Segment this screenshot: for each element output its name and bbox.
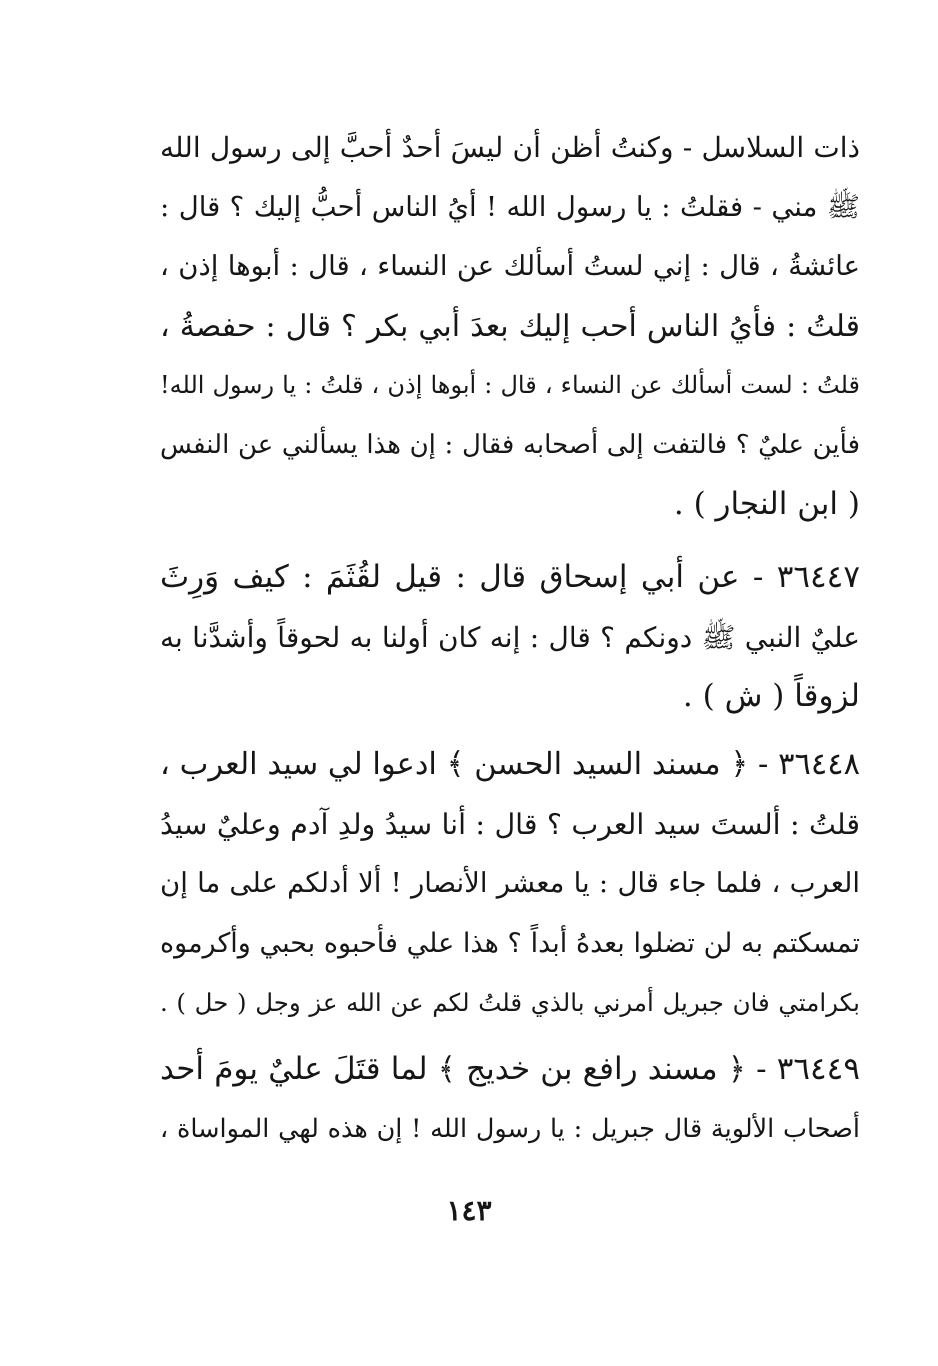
text-line: بكرامتي فان جبريل أمرني بالذي قلتُ لكم عن الله عز وجل ( حل ) . <box>160 988 860 1017</box>
text-line: قلتُ : ألستَ سيد العرب ؟ قال : أنا سيدُ ولدِ آدم وعليٌ سيدُ <box>160 807 860 841</box>
text-line: عائشةُ ، قال : إني لستُ أسألك عن النساء ، قال : أبوها إذن ، <box>160 250 860 282</box>
text-line: فأين عليٌ ؟ فالتفت إلى أصحابه فقال : إن هذا يسألني عن النفس <box>160 429 860 460</box>
text-line: ﷺ مني - فقلتُ : يا رسول الله ! أيُ الناس أحبُّ إليك ؟ قال : <box>160 190 860 223</box>
paragraph-2 <box>160 548 860 727</box>
text-line: تمسكتم به لن تضلوا بعدهُ أبداً ؟ هذا علي فأحبوه بحبي وأكرموه <box>160 927 860 959</box>
text-line: ذات السلاسل - وكنتُ أظن أن ليسَ أحدٌ أحبَّ إلى رسول الله <box>160 131 860 164</box>
text-line: لزوقاً ( ش ) . <box>682 678 860 714</box>
paragraph-4 <box>160 1040 860 1159</box>
text-line: ٣٦٤٤٧ - عن أبي إسحاق قال : قيل لقُثَمَ : كيف وَرِثَ <box>160 559 860 595</box>
text-line: العرب ، فلما جاء قال : يا معشر الأنصار ! ألا أدلكم على ما إن <box>160 867 860 899</box>
text-line: ٣٦٤٤٨ - ﴿ مسند السيد الحسن ﴾ ادعوا لي سيد العرب ، <box>160 747 860 782</box>
text-line: عليٌ النبي ﷺ دونكم ؟ قال : إنه كان أولنا به لحوقاً وأشدَّنا به <box>160 620 860 654</box>
text-line: ٣٦٤٤٩ - ﴿ مسند رافع بن خديج ﴾ لما قتَلَ عليٌ يومَ أحد <box>160 1051 860 1087</box>
text-line: ( ابن النجار ) . <box>673 486 860 522</box>
paragraph-3 <box>160 735 860 1033</box>
text-line: أصحاب الألوية قال جبريل : يا رسول الله ! إن هذه لهي المواساة ، <box>160 1113 860 1144</box>
page-number: ١٤٣ <box>446 1194 492 1227</box>
text-line: قلتُ : لست أسألك عن النساء ، قال : أبوها إذن ، قلتُ : يا رسول الله! <box>160 371 860 399</box>
text-line: قلتُ : فأيُ الناس أحب إليك بعدَ أبي بكر ؟ قال : حفصةُ ، <box>160 308 861 344</box>
paragraph-1 <box>160 118 860 535</box>
